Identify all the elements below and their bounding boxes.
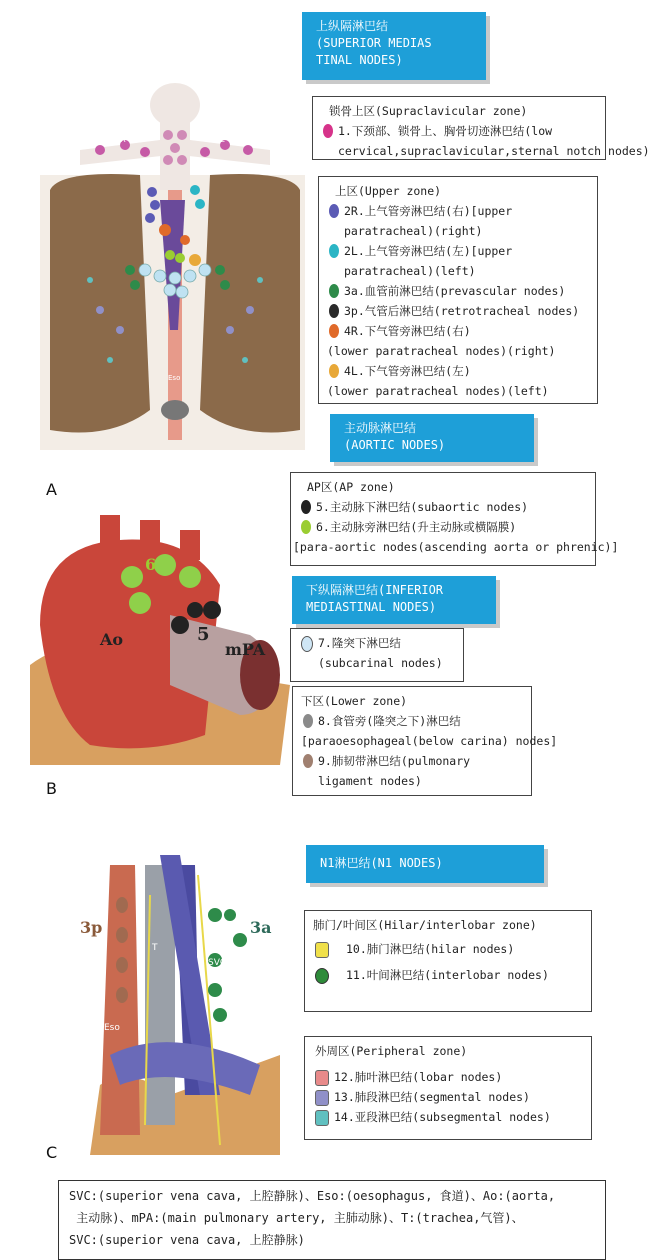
header-superior: 上纵隔淋巴结 (SUPERIOR MEDIAS TINAL NODES) bbox=[302, 12, 486, 80]
label-3p: 3p bbox=[80, 918, 103, 937]
box-subcarinal bbox=[290, 628, 464, 682]
legend-item-12: 12.肺叶淋巴结(lobar nodes) bbox=[313, 1067, 585, 1087]
node-4r-swatch bbox=[329, 324, 339, 338]
label-6: 6 bbox=[145, 555, 157, 574]
box-peripheral bbox=[304, 1036, 592, 1140]
legend-item-8: 8.食管旁(隆突之下)淋巴结 bbox=[301, 711, 525, 731]
legend-item-6: 6.主动脉旁淋巴结(升主动脉或横隔膜) bbox=[299, 517, 589, 537]
legend-item-4r-en: (lower paratracheal nodes)(right) bbox=[327, 344, 556, 358]
legend-item-2r: 2R.上气管旁淋巴结(右)[upper paratracheal)(right) bbox=[327, 201, 591, 241]
legend-item-4r: 4R.下气管旁淋巴结(右) bbox=[327, 321, 591, 341]
label-ao: Ao bbox=[100, 630, 124, 649]
node-4l-swatch bbox=[329, 364, 339, 378]
header-inferior: 下纵隔淋巴结(INFERIOR MEDIASTINAL NODES) bbox=[292, 576, 496, 624]
legend-item-3a: 3a.血管前淋巴结(prevascular nodes) bbox=[327, 281, 591, 301]
node-1-swatch bbox=[323, 124, 333, 138]
box-supraclavicular bbox=[312, 96, 650, 160]
legend-item-4l-en: (lower paratracheal nodes)(left) bbox=[327, 384, 549, 398]
title-peripheral: 外周区(Peripheral zone) bbox=[315, 1044, 468, 1058]
node-2l-swatch bbox=[329, 244, 339, 258]
legend-item-11: 11.叶间淋巴结(interlobar nodes) bbox=[313, 965, 585, 985]
node-13-swatch bbox=[315, 1090, 329, 1106]
node-12-swatch bbox=[315, 1070, 329, 1086]
node-5-swatch bbox=[301, 500, 311, 514]
node-7-swatch bbox=[301, 636, 313, 652]
node-6-swatch bbox=[301, 520, 311, 534]
legend-item-3p: 3p.气管后淋巴结(retrotracheal nodes) bbox=[327, 301, 591, 321]
label-1r: 1R bbox=[115, 135, 126, 144]
label-1l: 1L bbox=[215, 135, 225, 144]
header-aortic: 主动脉淋巴结 (AORTIC NODES) bbox=[330, 414, 534, 462]
node-14-swatch bbox=[315, 1110, 329, 1126]
node-3p-swatch bbox=[329, 304, 339, 318]
legend-item-10: 10.肺门淋巴结(hilar nodes) bbox=[313, 939, 585, 959]
box-ap-zone bbox=[290, 472, 619, 566]
label-eso-c: Eso bbox=[104, 1023, 120, 1033]
legend-item-8-en: [paraoesophageal(below carina) nodes] bbox=[301, 734, 558, 748]
box-upper-zone bbox=[318, 176, 598, 404]
diagram-b-aorta bbox=[30, 515, 290, 765]
legend-item-2l: 2L.上气管旁淋巴结(左)[upper paratracheal)(left) bbox=[327, 241, 591, 281]
node-8-swatch bbox=[303, 714, 313, 728]
figure-label-c: C bbox=[46, 1143, 58, 1162]
legend-item-5: 5.主动脉下淋巴结(subaortic nodes) bbox=[299, 497, 589, 517]
node-3a-swatch bbox=[329, 284, 339, 298]
legend-item-1: 1.下颈部、锁骨上、胸骨切迹淋巴结(low cervical,supraclavicular,sternal notch nodes) bbox=[321, 121, 599, 161]
title-ap-zone: AP区(AP zone) bbox=[307, 480, 395, 494]
box-lower-zone bbox=[292, 686, 558, 796]
title-upper-zone: 上区(Upper zone) bbox=[335, 184, 442, 198]
title-hilar: 肺门/叶间区(Hilar/interlobar zone) bbox=[313, 918, 537, 932]
box-hilar bbox=[304, 910, 592, 1012]
node-2r-swatch bbox=[329, 204, 339, 218]
node-10-swatch bbox=[315, 942, 329, 958]
label-mpa: mPA bbox=[225, 640, 266, 659]
diagram-c-mediastinum bbox=[80, 855, 280, 1155]
legend-item-4l: 4L.下气管旁淋巴结(左) bbox=[327, 361, 591, 381]
title-lower-zone: 下区(Lower zone) bbox=[301, 694, 408, 708]
label-eso-a: Eso bbox=[168, 374, 181, 382]
label-svc: SVC bbox=[208, 958, 227, 968]
legend-item-7: 7.隆突下淋巴结 (subcarinal nodes) bbox=[299, 633, 457, 673]
diagram-a-lungs bbox=[20, 80, 310, 450]
node-11-swatch bbox=[315, 968, 329, 984]
label-t: T bbox=[152, 943, 158, 953]
legend-item-14: 14.亚段淋巴结(subsegmental nodes) bbox=[313, 1107, 585, 1127]
legend-item-6-en: [para-aortic nodes(ascending aorta or phrenic)] bbox=[293, 540, 619, 554]
label-5: 5 bbox=[197, 624, 210, 645]
label-3a: 3a bbox=[250, 918, 272, 937]
legend-item-9: 9.肺韧带淋巴结(pulmonary ligament nodes) bbox=[301, 751, 525, 791]
node-9-swatch bbox=[303, 754, 313, 768]
title-supraclavicular: 锁骨上区(Supraclavicular zone) bbox=[329, 104, 528, 118]
footnote-abbreviations: SVC:(superior vena cava, 上腔静脉)、Eso:(oesophagus, 食道)、Ao:(aorta, 主动脉)、mPA:(main pulmonary artery, 主肺动脉)、T:(trachea,气管)、 SVC:(superior vena cava, 上腔静脉) bbox=[58, 1180, 606, 1260]
header-n1: N1淋巴结(N1 NODES) bbox=[306, 845, 544, 883]
legend-item-13: 13.肺段淋巴结(segmental nodes) bbox=[313, 1087, 585, 1107]
figure-label-b: B bbox=[46, 779, 57, 798]
figure-label-a: A bbox=[46, 480, 57, 499]
